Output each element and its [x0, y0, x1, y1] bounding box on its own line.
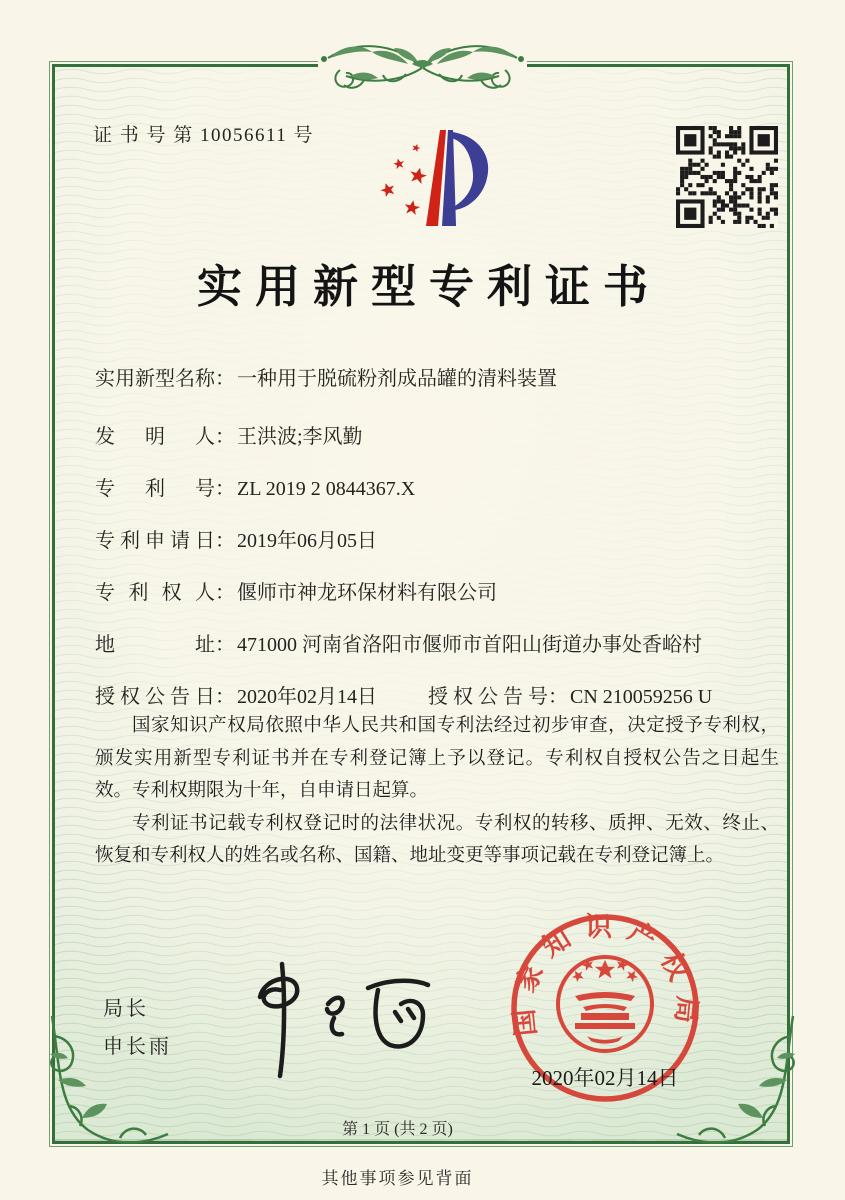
- field-row-patentee: [95, 576, 790, 605]
- officer-name: 申长雨: [103, 1036, 172, 1058]
- field-colon: ：: [215, 478, 235, 500]
- field-value: 2019年06月05日: [237, 530, 377, 552]
- field-label: 发明人: [95, 426, 215, 448]
- field-value: 王洪波;李风勤: [237, 426, 363, 448]
- field-label: 专利权人: [95, 582, 215, 604]
- field-row-patent-no: [95, 472, 790, 501]
- seal-date: 2020年02月14日: [531, 1066, 679, 1090]
- legal-paragraph-2: 专利证书记载专利权登记时的法律状况。专利权的转移、质押、无效、终止、恢复和专利权人的姓名或名称、国籍、地址变更等事项记载在专利登记簿上。: [95, 813, 779, 866]
- field-label: 专利号: [95, 478, 215, 500]
- field-value: ZL 2019 2 0844367.X: [237, 478, 416, 500]
- field-value: 2020年02月14日: [237, 686, 377, 708]
- page-number: 第 1 页 (共 2 页): [342, 1121, 453, 1138]
- field-value: CN 210059256 U: [570, 686, 713, 708]
- field-colon: ：: [215, 368, 235, 390]
- seal-text: 国家知识产权局: [507, 912, 703, 1038]
- field-colon: ：: [215, 530, 235, 552]
- field-colon: ：: [215, 582, 235, 604]
- legal-paragraph-1: 国家知识产权局依照中华人民共和国专利法经过初步审查，决定授予专利权，颁发实用新型专利证书并在专利登记簿上予以登记。专利权自授权公告之日起生效。专利权期限为十年，自申请日起算。: [95, 716, 779, 801]
- top-flourish-ornament-icon: [300, 34, 545, 98]
- field-value: 一种用于脱硫粉剂成品罐的清料装置: [237, 368, 557, 390]
- cnipa-logo-icon: [352, 120, 494, 234]
- field-row-grant: [95, 680, 790, 709]
- field-row-filing-date: [95, 524, 790, 553]
- qr-code: [676, 126, 778, 228]
- field-label: 实用新型名称: [95, 368, 215, 390]
- field-label: 授权公告日: [95, 686, 215, 708]
- field-colon: ：: [215, 686, 235, 708]
- certificate-title: 实用新型专利证书: [196, 262, 661, 312]
- field-label: 专利申请日: [95, 530, 215, 552]
- field-value: 偃师市神龙环保材料有限公司: [237, 582, 497, 604]
- back-side-note: 其他事项参见背面: [321, 1169, 474, 1188]
- field-label: 授权公告号: [428, 686, 548, 708]
- field-grant-no: [428, 680, 712, 709]
- field-value: 471000 河南省洛阳市偃师市首阳山街道办事处香峪村: [237, 634, 702, 656]
- legal-text: [95, 710, 779, 873]
- field-row-address: [95, 628, 790, 657]
- field-colon: ：: [548, 686, 568, 708]
- officer-title: 局长: [103, 998, 149, 1020]
- field-row-name: [95, 362, 790, 391]
- field-colon: ：: [215, 634, 235, 656]
- certificate-number: 证 书 号 第 10056611 号: [93, 125, 315, 146]
- director-signature: [230, 952, 450, 1082]
- field-label: 地址: [95, 634, 215, 656]
- field-colon: ：: [215, 426, 235, 448]
- national-emblem-icon: [558, 957, 652, 1051]
- field-row-inventor: [95, 420, 790, 449]
